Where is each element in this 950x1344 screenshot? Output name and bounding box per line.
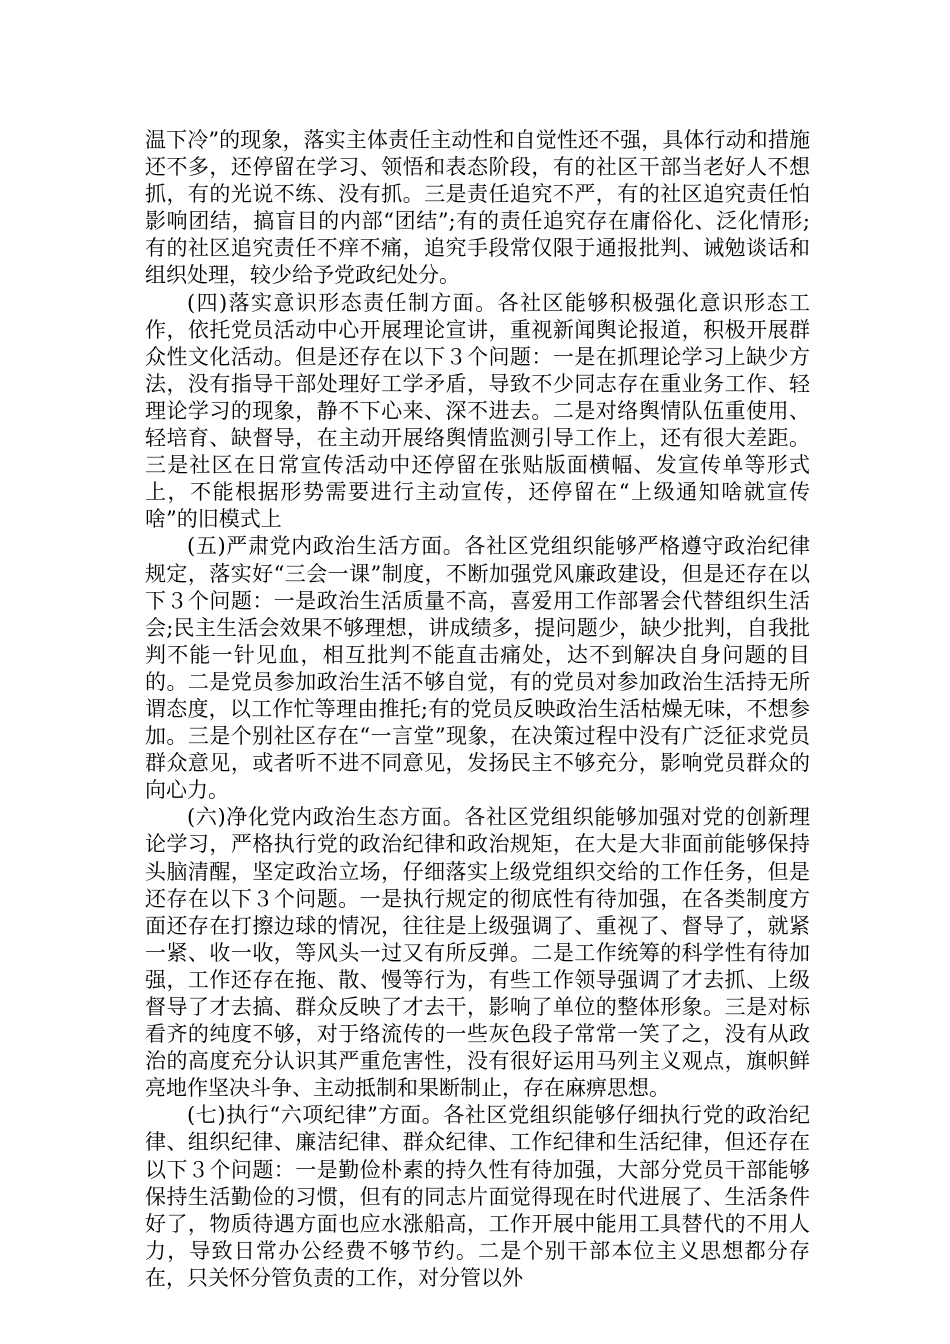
paragraph-party-political-life: (五)严肃党内政治生活方面。各社区党组织能够严格遵守政治纪律规定，落实好“三会一课”制度，不断加强党风廉政建设，但是还存在以下３个问题：一是政治生活质量不高，喜爱用工作部署会代替组织生活会;民主生活会效果不够理想，讲成绩多，提问题少，缺少批判，自我批判不能一针见血，相互批判不能直击痛处，达不到解决自身问题的目的。二是党员参加政治生活不够自觉，有的党员对参加政治生活持无所谓态度，以工作忙等理由推托;有的党员反映政治生活枯燥无味，不想参加。三是个别社区存在“一言堂”现象，在决策过程中没有广泛征求党员群众意见，或者听不进不同意见，发扬民主不够充分，影响党员群众的向心力。 [145, 534, 810, 803]
paragraph-six-disciplines: (七)执行“六项纪律”方面。各社区党组织能够仔细执行党的政治纪律、组织纪律、廉洁纪律、群众纪律、工作纪律和生活纪律，但还存在以下３个问题：一是勤俭朴素的持久性有待加强，大部分党员干部能够保持生活勤俭的习惯，但有的同志片面觉得现在时代进展了、生活条件好了，物质待遇方面也应水涨船高，工作开展中能用工具替代的不用人力，导致日常办公经费不够节约。二是个别干部本位主义思想都分存在，只关怀分管负责的工作，对分管以外 [145, 1103, 810, 1290]
document-body [145, 127, 810, 1292]
paragraph-continuation: 温下冷”的现象，落实主体责任主动性和自觉性还不强，具体行动和措施还不多，还停留在学习、领悟和表态阶段，有的社区干部当老好人不想抓，有的光说不练、没有抓。三是责任追究不严，有的社区追究责任怕影响团结，搞盲目的内部“团结”;有的责任追究存在庸俗化、泛化情形;有的社区追究责任不痒不痛，追究手段常仅限于通报批判、诫勉谈话和组织处理，较少给予党政纪处分。 [145, 128, 810, 288]
paragraph-political-ecology: (六)净化党内政治生态方面。各社区党组织能够加强对党的创新理论学习，严格执行党的政治纪律和政治规矩，在大是大非面前能够保持头脑清醒，坚定政治立场，仔细落实上级党组织交给的工作任务，但是还存在以下３个问题。一是执行规定的彻底性有待加强，在各类制度方面还存在打擦边球的情况，往往是上级强调了、重视了、督导了，就紧一紧、收一收，等风头一过又有所反弹。二是工作统筹的科学性有待加强，工作还存在拖、散、慢等行为，有些工作领导强调了才去抓、上级督导了才去搞、群众反映了才去干，影响了单位的整体形象。三是对标看齐的纯度不够，对于络流传的一些灰色段子常常一笑了之，没有从政治的高度充分认识其严重危害性，没有很好运用马列主义观点，旗帜鲜亮地作坚决斗争、主动抵制和果断制止，存在麻痹思想。 [145, 805, 810, 1101]
paragraph-ideology-responsibility: (四)落实意识形态责任制方面。各社区能够积极强化意识形态工作，依托党员活动中心开展理论宣讲，重视新闻舆论报道，积极开展群众性文化活动。但是还存在以下３个问题：一是在抓理论学习上缺少方法，没有指导干部处理好工学矛盾，导致不少同志存在重业务工作、轻理论学习的现象，静不下心来、深不进去。二是对络舆情队伍重使用、轻培育、缺督导，在主动开展络舆情监测引导工作上，还有很大差距。三是社区在日常宣传活动中还停留在张贴版面横幅、发宣传单等形式上，不能根据形势需要进行主动宣传，还停留在“上级通知啥就宣传啥”的旧模式上 [145, 290, 810, 532]
